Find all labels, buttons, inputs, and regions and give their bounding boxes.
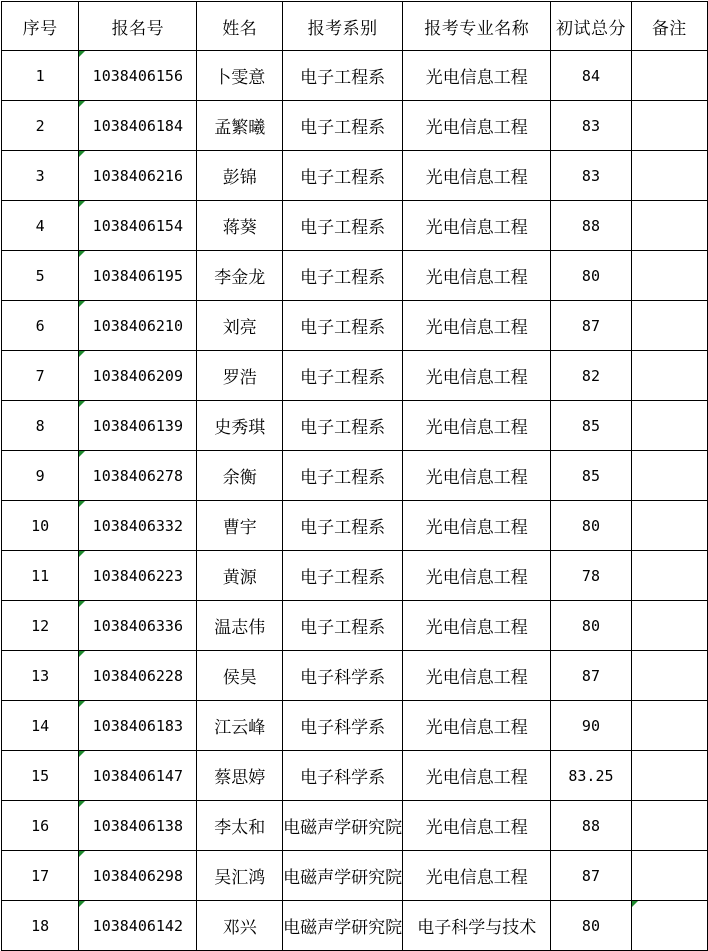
cell-dept-text: 电子工程系 — [300, 68, 386, 88]
table-row — [2, 701, 708, 751]
cell-note[interactable] — [631, 801, 707, 851]
cell-regno[interactable]: 1038406142 — [79, 901, 197, 951]
cell-note[interactable] — [631, 451, 707, 501]
cell-dept[interactable] — [283, 651, 403, 701]
cell-dept[interactable] — [283, 51, 403, 101]
cell-dept[interactable] — [283, 551, 403, 601]
cell-dept-text: 电子工程系 — [300, 618, 386, 638]
table-row — [2, 151, 708, 201]
cell-score[interactable]: 80 — [551, 901, 631, 951]
cell-dept-text: 电子工程系 — [300, 118, 386, 138]
table-row — [2, 201, 708, 251]
cell-regno[interactable]: 1038406223 — [79, 551, 197, 601]
cell-note[interactable] — [631, 601, 707, 651]
cell-dept-text: 电子工程系 — [300, 168, 386, 188]
cell-major[interactable]: 光电信息工程 — [403, 551, 551, 601]
cell-dept[interactable] — [283, 351, 403, 401]
cell-score[interactable]: 83.25 — [551, 751, 631, 801]
header-cell-index: 序号 — [2, 2, 79, 51]
cell-score[interactable]: 88 — [551, 201, 631, 251]
cell-dept[interactable] — [283, 201, 403, 251]
table-row — [2, 651, 708, 701]
cell-index[interactable]: 6 — [2, 301, 79, 351]
table-row — [2, 451, 708, 501]
cell-index[interactable]: 2 — [2, 101, 79, 151]
cell-score[interactable]: 84 — [551, 51, 631, 101]
cell-name[interactable]: 刘亮 — [197, 301, 283, 351]
table-row — [2, 251, 708, 301]
cell-major[interactable]: 光电信息工程 — [403, 301, 551, 351]
header-cell-dept: 报考系别 — [283, 2, 403, 51]
header-cell-score: 初试总分 — [551, 2, 631, 51]
cell-dept-text: 电子工程系 — [300, 218, 386, 238]
table-row — [2, 901, 708, 951]
cell-major[interactable]: 光电信息工程 — [403, 651, 551, 701]
cell-note[interactable] — [631, 151, 707, 201]
cell-dept[interactable] — [283, 801, 403, 851]
header-cell-note: 备注 — [631, 2, 707, 51]
cell-dept-text: 电子科学系 — [300, 768, 386, 788]
cell-regno[interactable]: 1038406138 — [79, 801, 197, 851]
cell-regno[interactable]: 1038406210 — [79, 301, 197, 351]
cell-dept-text: 电子工程系 — [300, 518, 386, 538]
table-row — [2, 351, 708, 401]
cell-index[interactable]: 17 — [2, 851, 79, 901]
cell-dept-text: 电磁声学研究院 — [283, 918, 403, 938]
cell-dept[interactable] — [283, 601, 403, 651]
cell-regno[interactable]: 1038406139 — [79, 401, 197, 451]
cell-dept[interactable] — [283, 401, 403, 451]
cell-name[interactable]: 蔡思婷 — [197, 751, 283, 801]
cell-major[interactable]: 光电信息工程 — [403, 801, 551, 851]
cell-name[interactable]: 邓兴 — [197, 901, 283, 951]
table-row — [2, 801, 708, 851]
cell-name[interactable]: 温志伟 — [197, 601, 283, 651]
cell-major[interactable]: 光电信息工程 — [403, 151, 551, 201]
cell-score[interactable]: 88 — [551, 801, 631, 851]
cell-dept-text: 电子工程系 — [300, 568, 386, 588]
cell-major[interactable]: 电子科学与技术 — [403, 901, 551, 951]
cell-index[interactable]: 3 — [2, 151, 79, 201]
cell-name[interactable]: 罗浩 — [197, 351, 283, 401]
cell-index[interactable]: 5 — [2, 251, 79, 301]
table-row — [2, 551, 708, 601]
cell-dept-text: 电子科学系 — [300, 668, 386, 688]
cell-note[interactable] — [631, 401, 707, 451]
cell-score[interactable]: 87 — [551, 651, 631, 701]
cell-index[interactable]: 1 — [2, 51, 79, 101]
cell-regno[interactable]: 1038406336 — [79, 601, 197, 651]
cell-index[interactable]: 8 — [2, 401, 79, 451]
cell-dept-text: 电子科学系 — [300, 718, 386, 738]
table-row — [2, 301, 708, 351]
cell-note[interactable] — [631, 651, 707, 701]
cell-name[interactable]: 孟繁曦 — [197, 101, 283, 151]
cell-index[interactable]: 12 — [2, 601, 79, 651]
cell-regno[interactable]: 1038406332 — [79, 501, 197, 551]
cell-note[interactable] — [631, 501, 707, 551]
cell-score[interactable]: 82 — [551, 351, 631, 401]
cell-note[interactable] — [631, 201, 707, 251]
cell-note[interactable] — [631, 251, 707, 301]
cell-major[interactable]: 光电信息工程 — [403, 451, 551, 501]
header-cell-name: 姓名 — [197, 2, 283, 51]
cell-index[interactable]: 15 — [2, 751, 79, 801]
cell-dept[interactable] — [283, 451, 403, 501]
cell-index[interactable]: 7 — [2, 351, 79, 401]
header-row — [2, 2, 708, 51]
cell-name[interactable]: 卜雯意 — [197, 51, 283, 101]
cell-score[interactable]: 87 — [551, 851, 631, 901]
cell-dept-text: 电子工程系 — [300, 468, 386, 488]
cell-regno[interactable]: 1038406228 — [79, 651, 197, 701]
cell-note[interactable] — [631, 51, 707, 101]
cell-major[interactable]: 光电信息工程 — [403, 701, 551, 751]
cell-regno[interactable]: 1038406147 — [79, 751, 197, 801]
table-row — [2, 101, 708, 151]
cell-index[interactable]: 10 — [2, 501, 79, 551]
cell-name[interactable]: 曹宇 — [197, 501, 283, 551]
cell-dept-text: 电子工程系 — [300, 368, 386, 388]
cell-dept[interactable] — [283, 901, 403, 951]
table-row — [2, 601, 708, 651]
cell-score[interactable]: 85 — [551, 401, 631, 451]
cell-dept[interactable] — [283, 751, 403, 801]
cell-score[interactable]: 83 — [551, 151, 631, 201]
cell-index[interactable]: 18 — [2, 901, 79, 951]
cell-dept[interactable] — [283, 501, 403, 551]
cell-index[interactable]: 16 — [2, 801, 79, 851]
cell-note[interactable] — [631, 901, 707, 951]
cell-major[interactable]: 光电信息工程 — [403, 251, 551, 301]
cell-score[interactable]: 80 — [551, 501, 631, 551]
cell-name[interactable]: 李太和 — [197, 801, 283, 851]
cell-name[interactable]: 彭锦 — [197, 151, 283, 201]
cell-major[interactable]: 光电信息工程 — [403, 101, 551, 151]
cell-index[interactable]: 4 — [2, 201, 79, 251]
cell-dept[interactable] — [283, 251, 403, 301]
table-row — [2, 751, 708, 801]
cell-regno[interactable]: 1038406195 — [79, 251, 197, 301]
cell-regno[interactable]: 1038406298 — [79, 851, 197, 901]
cell-score[interactable]: 90 — [551, 701, 631, 751]
cell-major[interactable]: 光电信息工程 — [403, 501, 551, 551]
cell-major[interactable]: 光电信息工程 — [403, 401, 551, 451]
cell-index[interactable]: 9 — [2, 451, 79, 501]
cell-note[interactable] — [631, 301, 707, 351]
cell-note[interactable] — [631, 101, 707, 151]
cell-name[interactable]: 黄源 — [197, 551, 283, 601]
cell-major[interactable]: 光电信息工程 — [403, 201, 551, 251]
cell-dept-text: 电磁声学研究院 — [283, 868, 403, 888]
cell-note[interactable] — [631, 701, 707, 751]
cell-major[interactable]: 光电信息工程 — [403, 751, 551, 801]
cell-regno[interactable]: 1038406209 — [79, 351, 197, 401]
cell-score[interactable]: 80 — [551, 251, 631, 301]
cell-name[interactable]: 吴汇鸿 — [197, 851, 283, 901]
cell-index[interactable]: 11 — [2, 551, 79, 601]
cell-dept[interactable] — [283, 701, 403, 751]
cell-major[interactable]: 光电信息工程 — [403, 51, 551, 101]
cell-regno[interactable]: 1038406156 — [79, 51, 197, 101]
cell-name[interactable]: 侯昊 — [197, 651, 283, 701]
cell-name[interactable]: 江云峰 — [197, 701, 283, 751]
cell-dept-text: 电子工程系 — [300, 268, 386, 288]
cell-score[interactable]: 87 — [551, 301, 631, 351]
score-table — [1, 1, 708, 951]
cell-regno[interactable]: 1038406183 — [79, 701, 197, 751]
cell-dept[interactable] — [283, 301, 403, 351]
cell-score[interactable]: 80 — [551, 601, 631, 651]
cell-major[interactable]: 光电信息工程 — [403, 851, 551, 901]
cell-note[interactable] — [631, 751, 707, 801]
table-row — [2, 501, 708, 551]
table-row — [2, 51, 708, 101]
cell-score[interactable]: 78 — [551, 551, 631, 601]
cell-name[interactable]: 余衡 — [197, 451, 283, 501]
cell-note[interactable] — [631, 351, 707, 401]
header-cell-regno: 报名号 — [79, 2, 197, 51]
cell-name[interactable]: 史秀琪 — [197, 401, 283, 451]
cell-major[interactable]: 光电信息工程 — [403, 351, 551, 401]
cell-dept-text: 电磁声学研究院 — [283, 818, 403, 838]
cell-dept[interactable] — [283, 151, 403, 201]
cell-name[interactable]: 蒋葵 — [197, 201, 283, 251]
cell-major[interactable]: 光电信息工程 — [403, 601, 551, 651]
table-row — [2, 851, 708, 901]
cell-index[interactable]: 14 — [2, 701, 79, 751]
cell-dept-text: 电子工程系 — [300, 318, 386, 338]
cell-regno[interactable]: 1038406278 — [79, 451, 197, 501]
header-cell-major: 报考专业名称 — [403, 2, 551, 51]
table-row — [2, 401, 708, 451]
cell-score[interactable]: 85 — [551, 451, 631, 501]
cell-score[interactable]: 83 — [551, 101, 631, 151]
cell-regno[interactable]: 1038406154 — [79, 201, 197, 251]
cell-name[interactable]: 李金龙 — [197, 251, 283, 301]
cell-dept[interactable] — [283, 101, 403, 151]
cell-note[interactable] — [631, 551, 707, 601]
cell-dept[interactable] — [283, 851, 403, 901]
cell-index[interactable]: 13 — [2, 651, 79, 701]
cell-regno[interactable]: 1038406184 — [79, 101, 197, 151]
cell-regno[interactable]: 1038406216 — [79, 151, 197, 201]
cell-dept-text: 电子工程系 — [300, 418, 386, 438]
cell-note[interactable] — [631, 851, 707, 901]
